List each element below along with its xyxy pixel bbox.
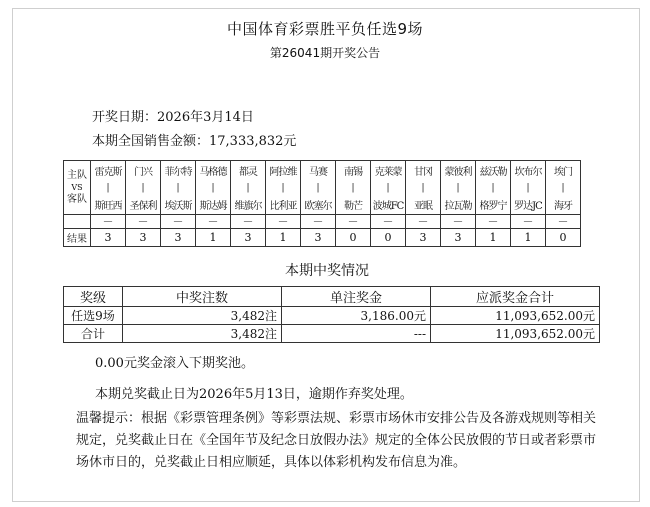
match-result: 1 <box>511 229 546 247</box>
vs-separator: | <box>371 181 406 195</box>
away-team: 比利亚 <box>266 195 301 215</box>
prize-level: 任选9场 <box>64 307 123 325</box>
prize-count: 3,482注 <box>123 307 282 325</box>
dash-separator: — <box>546 215 581 229</box>
prize-unit: 3,186.00元 <box>282 307 431 325</box>
match-result: 3 <box>161 229 196 247</box>
match-result: 3 <box>91 229 126 247</box>
away-team: 欧塞尔 <box>301 195 336 215</box>
vs-separator: | <box>266 181 301 195</box>
match-result: 3 <box>406 229 441 247</box>
page-subtitle: 第26041期开奖公告 <box>269 46 381 60</box>
dash-separator: — <box>126 215 161 229</box>
match-result: 0 <box>336 229 371 247</box>
home-team: 马赛 <box>301 161 336 181</box>
vs-separator: | <box>301 181 336 195</box>
match-result: 0 <box>546 229 581 247</box>
dash-separator: — <box>406 215 441 229</box>
dash-separator: — <box>231 215 266 229</box>
vs-label: VS <box>71 182 83 192</box>
vs-separator: | <box>231 181 266 195</box>
vs-separator: | <box>126 181 161 195</box>
away-row <box>64 195 581 215</box>
home-team: 克莱蒙 <box>371 161 406 181</box>
result-row <box>64 229 581 247</box>
dash-separator: — <box>371 215 406 229</box>
prize-total: 11,093,652.00元 <box>431 325 600 343</box>
prize-total: 11,093,652.00元 <box>431 307 600 325</box>
dash-separator: — <box>476 215 511 229</box>
away-team: 勒芒 <box>336 195 371 215</box>
vs-separator: | <box>511 181 546 195</box>
vs-separator: | <box>161 181 196 195</box>
row-header-teams <box>64 161 91 215</box>
home-team: 马格德 <box>196 161 231 181</box>
vs-separator: | <box>196 181 231 195</box>
home-team: 门兴 <box>126 161 161 181</box>
col-header-count: 中奖注数 <box>123 287 282 307</box>
col-header-level: 奖级 <box>64 287 123 307</box>
sales-amount: 本期全国销售金额：17,333,832元 <box>92 134 297 149</box>
prize-table <box>63 286 600 343</box>
vs-separator: | <box>406 181 441 195</box>
home-team: 甘冈 <box>406 161 441 181</box>
away-team: 圣保利 <box>126 195 161 215</box>
away-team: 波城FC <box>371 195 406 215</box>
home-team: 埃门 <box>546 161 581 181</box>
vs-separator: | <box>441 181 476 195</box>
away-team: 斯达姆 <box>196 195 231 215</box>
prize-level: 合计 <box>64 325 123 343</box>
col-header-unit: 单注奖金 <box>282 287 431 307</box>
match-grid <box>63 160 581 247</box>
dash-separator: — <box>91 215 126 229</box>
dash-separator: — <box>511 215 546 229</box>
away-team: 海牙 <box>546 195 581 215</box>
away-team: 维旗尔 <box>231 195 266 215</box>
home-team: 阿拉维 <box>266 161 301 181</box>
dash-row <box>64 215 581 229</box>
home-label: 主队 <box>67 169 87 181</box>
prize-header-row <box>64 287 600 307</box>
dash-separator: — <box>266 215 301 229</box>
row-header-dash <box>64 215 91 229</box>
away-label: 客队 <box>67 193 87 205</box>
draw-date: 开奖日期：2026年3月14日 <box>92 110 254 125</box>
col-header-total: 应派奖金合计 <box>431 287 600 307</box>
home-team: 雷克斯 <box>91 161 126 181</box>
away-team: 埃沃斯 <box>161 195 196 215</box>
page-title: 中国体育彩票胜平负任选9场 <box>226 20 424 38</box>
prize-count: 3,482注 <box>123 325 282 343</box>
rollover-note: 0.00元奖金滚入下期奖池。 <box>95 356 254 371</box>
match-result: 1 <box>196 229 231 247</box>
dash-separator: — <box>301 215 336 229</box>
away-team: 亚眠 <box>406 195 441 215</box>
away-team: 格罗宁 <box>476 195 511 215</box>
dash-separator: — <box>196 215 231 229</box>
match-result: 1 <box>476 229 511 247</box>
vs-separator: | <box>546 181 581 195</box>
vs-separator: | <box>336 181 371 195</box>
home-team: 兹沃勒 <box>476 161 511 181</box>
match-result: 1 <box>266 229 301 247</box>
home-team: 南锡 <box>336 161 371 181</box>
notice-text: 温馨提示：根据《彩票管理条例》等彩票法规、彩票市场休市安排公告及各游戏规则等相关规定，兑奖截止日在《全国年节及纪念日放假办法》规定的全体公民放假的节日或者彩票市场休市日的，兑奖截止日相应顺延，具体以体彩机构发布信息为准。 <box>76 411 597 470</box>
vs-separator: | <box>91 181 126 195</box>
prize-total-row <box>64 325 600 343</box>
dash-separator: — <box>336 215 371 229</box>
home-team: 都灵 <box>231 161 266 181</box>
away-team: 斯旺西 <box>91 195 126 215</box>
home-row <box>64 161 581 181</box>
away-team: 罗达JC <box>511 195 546 215</box>
match-result: 3 <box>231 229 266 247</box>
home-team: 蒙彼利 <box>441 161 476 181</box>
home-team: 坎布尔 <box>511 161 546 181</box>
dash-separator: — <box>441 215 476 229</box>
away-team: 拉瓦勒 <box>441 195 476 215</box>
match-result: 3 <box>126 229 161 247</box>
match-result: 0 <box>371 229 406 247</box>
result-label: 结果 <box>64 229 91 247</box>
prize-unit: --- <box>282 325 431 343</box>
vs-separator: | <box>476 181 511 195</box>
prize-row <box>64 307 600 325</box>
home-team: 菲尔特 <box>161 161 196 181</box>
deadline-note: 本期兑奖截止日为2026年5月13日，逾期作弃奖处理。 <box>95 387 413 402</box>
prize-section-title: 本期中奖情况 <box>285 263 369 279</box>
match-result: 3 <box>441 229 476 247</box>
dash-separator: — <box>161 215 196 229</box>
match-result: 3 <box>301 229 336 247</box>
vs-row <box>64 181 581 195</box>
